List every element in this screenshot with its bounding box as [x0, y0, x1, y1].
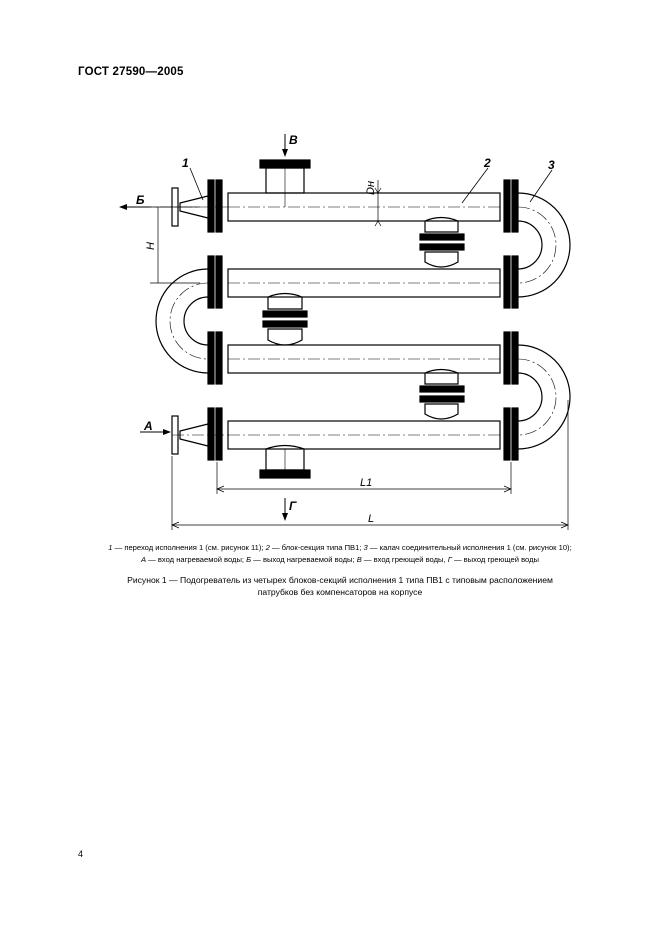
legend-num: Б — [246, 555, 252, 564]
legend-num: 3 — [363, 543, 368, 552]
legend-num: 1 — [108, 543, 113, 552]
u-bend-right-top — [518, 193, 570, 297]
legend-text: — переход исполнения 1 (см. рисунок 11); — [112, 543, 266, 552]
legend-text: — блок-секция типа ПВ1; — [269, 543, 364, 552]
label-inlet-heating: В — [289, 133, 298, 147]
page-number: 4 — [78, 849, 84, 859]
label-dim-h: H — [145, 242, 157, 250]
block-section-4 — [208, 408, 518, 478]
legend-num: 2 — [265, 543, 270, 552]
label-outlet-heated: Б — [136, 193, 145, 207]
u-bend-right-bottom — [518, 345, 570, 449]
legend-text: — калач соединительный исполнения 1 (см. рисунок 10); — [367, 543, 572, 552]
legend-num: Г — [447, 555, 452, 564]
label-part-1: 1 — [182, 156, 189, 170]
figure-legend — [60, 542, 620, 566]
figure-caption — [70, 575, 610, 598]
label-dim-dn: Dн — [365, 181, 377, 195]
label-inlet-heated: А — [144, 419, 153, 433]
caption-line-1: Рисунок 1 — Подогреватель из четырех блоков-секций исполнения 1 типа ПВ1 с типовым расположением — [127, 575, 553, 585]
document-header: ГОСТ 27590—2005 — [78, 66, 184, 78]
caption-line-2: патрубков без компенсаторов на корпусе — [257, 586, 423, 597]
label-part-2: 2 — [484, 156, 491, 170]
legend-text: — вход греющей воды, — [361, 555, 448, 564]
label-dim-l: L — [368, 513, 375, 525]
legend-text: — вход нагреваемой воды; — [146, 555, 247, 564]
legend-num: А — [140, 555, 147, 564]
legend-num: В — [356, 555, 362, 564]
legend-text: — выход нагреваемой воды; — [251, 555, 357, 564]
label-part-3: 3 — [548, 158, 555, 172]
u-bend-left — [156, 269, 208, 373]
legend-text: — выход греющей воды — [451, 555, 539, 564]
block-section-1 — [208, 160, 518, 267]
legend-line-2 — [60, 554, 620, 566]
label-dim-l1: L1 — [360, 477, 373, 489]
label-outlet-heating: Г — [289, 499, 297, 513]
block-section-2 — [208, 256, 518, 345]
legend-line-1 — [60, 542, 620, 554]
block-section-3 — [208, 332, 518, 419]
